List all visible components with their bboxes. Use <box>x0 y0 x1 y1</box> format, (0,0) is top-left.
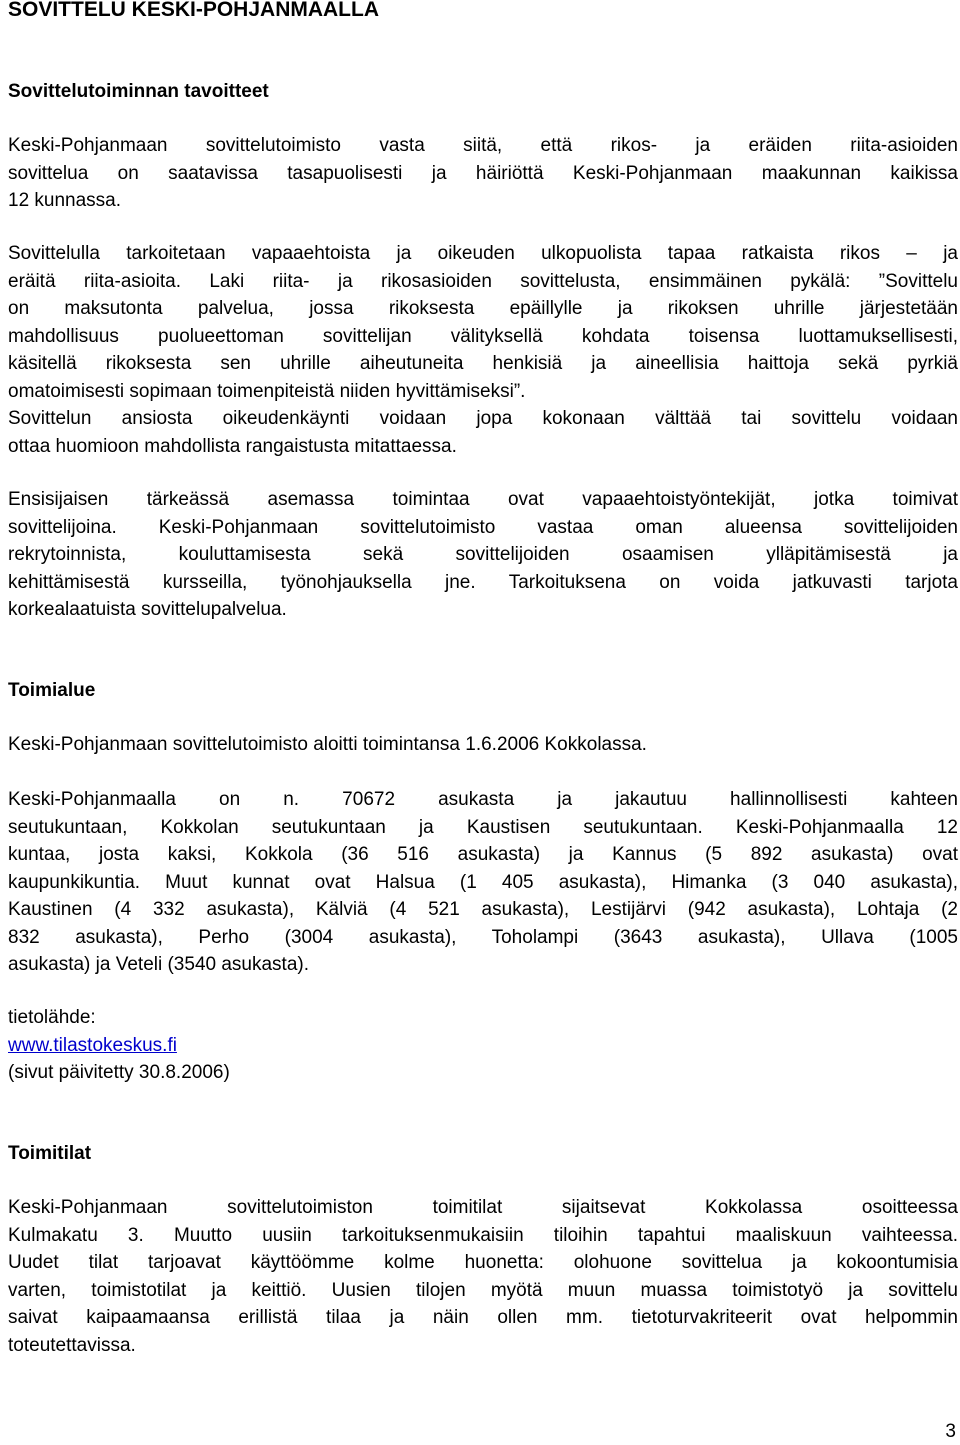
paragraph-tavoitteet-1 <box>8 132 958 215</box>
text-line: Sovittelun ansiosta oikeudenkäynti voidaan jopa kokonaan välttää tai sovittelu voidaan <box>8 408 958 429</box>
text-line: Uudet tilat tarjoavat käyttöömme kolme huonetta: olohuone sovittelua ja kokoontumisia <box>8 1252 958 1273</box>
source-link[interactable]: www.tilastokeskus.fi <box>8 1034 177 1056</box>
section-heading-toimialue: Toimialue <box>8 680 96 701</box>
text-line: Kulmakatu 3. Muutto uusiin tarkoituksenmukaisiin tiloihin tapahtui maaliskuun vaihteessa. <box>8 1224 958 1246</box>
text-line: 12 kunnassa. <box>8 190 122 211</box>
text-line: rekrytoinnista, kouluttamisesta sekä sovittelijoiden osaamisen ylläpitämisestä ja <box>8 544 958 565</box>
source-updated: (sivut päivitetty 30.8.2006) <box>8 1062 230 1083</box>
paragraph-toimitilat-1 <box>8 1194 958 1359</box>
text-line: Sovittelulla tarkoitetaan vapaaehtoista ja oikeuden ulkopuolista tapaa ratkaista rikos – ja <box>8 243 958 264</box>
paragraph-toimialue-2 <box>8 786 958 979</box>
text-line: saivat kaipaamaansa erillistä tilaa ja näin ollen mm. tietoturvakriteerit ovat helpommin <box>8 1307 958 1328</box>
text-line: ottaa huomioon mahdollista rangaistusta mitattaessa. <box>8 435 457 457</box>
paragraph-tavoitteet-2 <box>8 240 958 460</box>
text-line: omatoimisesti sopimaan toimenpiteistä niiden hyvittämiseksi”. <box>8 380 526 402</box>
text-line: sovittelijoina. Keski-Pohjanmaan sovittelutoimisto vastaa oman alueensa sovittelijoiden <box>8 516 958 538</box>
text-line: eräitä riita-asioita. Laki riita- ja rikosasioiden sovittelusta, ensimmäinen pykälä: ”Sovittelu <box>8 270 958 292</box>
page-number: 3 <box>945 1421 956 1442</box>
text-line: käsitellä rikoksesta sen uhrille aiheutuneita henkisiä ja aineellisia haittoja sekä pyrkiä <box>8 353 958 374</box>
text-line: Keski-Pohjanmaan sovittelutoimisto aloitti toimintansa 1.6.2006 Kokkolassa. <box>8 734 647 755</box>
text-line: Keski-Pohjanmaan sovittelutoimiston toimitilat sijaitsevat Kokkolassa osoitteessa <box>8 1197 958 1218</box>
source-link-line <box>8 1032 958 1060</box>
text-line: seutukuntaan, Kokkolan seutukuntaan ja Kaustisen seutukuntaan. Keski-Pohjanmaalla 12 <box>8 816 958 838</box>
paragraph-tavoitteet-3 <box>8 486 958 624</box>
paragraph-toimialue-1 <box>8 731 958 759</box>
source-block <box>8 1004 958 1087</box>
section-heading-tavoitteet: Sovittelutoiminnan tavoitteet <box>8 81 269 102</box>
text-line: toteutettavissa. <box>8 1334 136 1356</box>
text-line: kuntaa, josta kaksi, Kokkola (36 516 asukasta) ja Kannus (5 892 asukasta) ovat <box>8 844 958 865</box>
text-line: Kaustinen (4 332 asukasta), Kälviä (4 521 asukasta), Lestijärvi (942 asukasta), Lohtaja (2 <box>8 899 958 920</box>
text-line: varten, toimistotilat ja keittiö. Uusien tilojen myötä muun muassa toimistotyö ja sovittelu <box>8 1279 958 1301</box>
text-line: mahdollisuus puolueettoman sovittelijan välityksellä kohdata toisensa luottamuksellisesti, <box>8 325 958 347</box>
source-label: tietolähde: <box>8 1007 96 1028</box>
text-line: Keski-Pohjanmaan sovittelutoimisto vasta siitä, että rikos- ja eräiden riita-asioiden <box>8 135 958 156</box>
text-line: asukasta) ja Veteli (3540 asukasta). <box>8 954 310 975</box>
text-line: 832 asukasta), Perho (3004 asukasta), Toholampi (3643 asukasta), Ullava (1005 <box>8 926 958 948</box>
document-title: SOVITTELU KESKI-POHJANMAALLA <box>8 0 380 21</box>
text-line: Keski-Pohjanmaalla on n. 70672 asukasta ja jakautuu hallinnollisesti kahteen <box>8 789 958 810</box>
text-line: sovittelua on saatavissa tasapuolisesti ja häiriöttä Keski-Pohjanmaan maakunnan kaikissa <box>8 162 958 184</box>
text-line: korkealaatuista sovittelupalvelua. <box>8 599 287 620</box>
text-line: on maksutonta palvelua, jossa rikoksesta epäillylle ja rikoksen uhrille järjestetään <box>8 298 958 319</box>
section-heading-toimitilat: Toimitilat <box>8 1143 92 1164</box>
text-line: Ensisijaisen tärkeässä asemassa toimintaa ovat vapaaehtoistyöntekijät, jotka toimivat <box>8 489 958 510</box>
text-line: kehittämisestä kursseilla, työnohjauksella jne. Tarkoituksena on voida jatkuvasti tarjota <box>8 571 958 593</box>
text-line: kaupunkikuntia. Muut kunnat ovat Halsua (1 405 asukasta), Himanka (3 040 asukasta), <box>8 871 958 893</box>
